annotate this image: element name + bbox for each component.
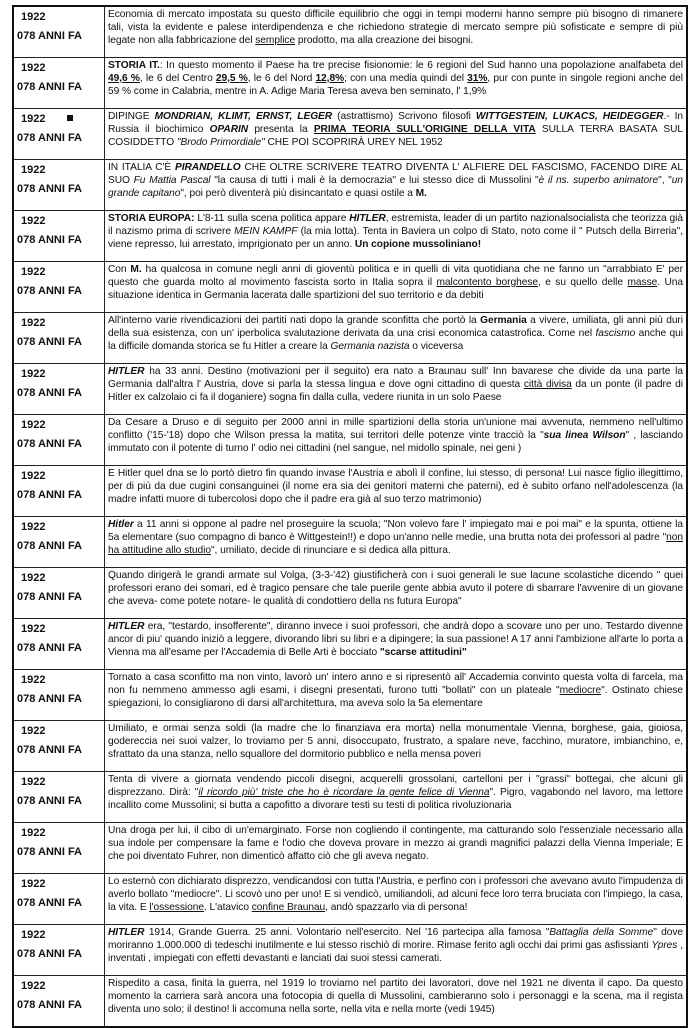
year-label (17, 671, 101, 690)
year-label (17, 773, 101, 792)
chronology-row (13, 822, 687, 873)
years-ago-label: 078 ANNI FA (17, 998, 83, 1011)
chronology-row (13, 312, 687, 363)
year-text: 1922 (21, 316, 46, 329)
year-text: 1922 (21, 61, 46, 74)
entry-text: IN ITALIA C'È PIRANDELLO CHE OLTRE SCRIVERE TEATRO DIVENTA L' ALFIERE DEL FASCISMO, FACENDO DIRE AL SUO Fu Mattia Pascal "la causa di tutti i mali è la democrazia" e lui stesso dice di Mussolini "è il ns. superbo animatore", "un grande capitano", poi però diventerà più disincantato e quasi ostile a M. (105, 159, 688, 210)
entry-text: Da Cesare a Druso e di seguito per 2000 anni in mille spartizioni della storia un'unione mai avvenuta, nemmeno nell'ultimo conflitto ('15-'18) dopo che Wilson pressa la matita, sui territori delle potenze vinte tracciò la "sua linea Wilson" , lasciando immutato con il potente di turno l' odio nei cittadini (nel sangue, nel midollo spinale, nei geni ) (105, 414, 688, 465)
date-cell (13, 720, 105, 771)
date-cell (13, 771, 105, 822)
chronology-row (13, 159, 687, 210)
entry-text: Quando dirigerà le grandi armate sul Volga, (3-3-'42) giustificherà con i suoi generali le sue lacune scolastiche dicendo " quei professori erano dei somari, ed è tragico pensare che tale puerile gente abbia avuto il potere di sbarrare l'avvenire di un giovane che aveva- come potete notare- le qualità di condottiero della ns futura Europa" (105, 567, 688, 618)
year-text: 1922 (21, 469, 46, 482)
entry-text: Tornato a casa sconfitto ma non vinto, lavorò un' intero anno e si ripresentò all' Accademia convinto questa volta di farcela, ma non fu nemmeno ammesso agli esami, i disegni presentati, furono tutti "bollati" con un plateale "mediocre". Ostinato chiese spiegazioni, lo consigliarono di darsi all'architettura, ma aveva solo la 5a elementare (105, 669, 688, 720)
chronology-row (13, 720, 687, 771)
years-ago-label: 078 ANNI FA (17, 743, 83, 756)
year-text: 1922 (21, 928, 46, 941)
entry-text: Umiliato, e ormai senza soldi (la madre che lo finanziava era morta) nella monumentale Vienna, borghese, gaia, gioiosa, godereccia nei suoi valzer, lo troviamo per 5 anni, disoccupato, frustrato, a spalare neve, facchino, muratore, imbianchino, e, sfrattato da una stanza, nello squallore del dormitorio pubblico e nella mensa poveri (105, 720, 688, 771)
date-cell (13, 261, 105, 312)
years-ago-label: 078 ANNI FA (17, 794, 83, 807)
years-ago-label: 078 ANNI FA (17, 131, 83, 144)
years-ago-label: 078 ANNI FA (17, 692, 83, 705)
year-text: 1922 (21, 571, 46, 584)
entry-text: Tenta di vivere a giornata vendendo piccoli disegni, acquerelli grossolani, cartelloni per i "grassi" bottegai, che alcuni gli disprezzano. Dirà: "il ricordo più' triste che ho è ricordare la gente felice di Vienna". Pigro, vagabondo nel lavoro, ma lettore incallito come Mussolini; si butta a capofitto a divorare testi su testi di politica rivoluzionaria (105, 771, 688, 822)
year-text: 1922 (21, 163, 46, 176)
date-cell (13, 363, 105, 414)
years-ago-label: 078 ANNI FA (17, 284, 83, 297)
year-label (17, 365, 101, 384)
chronology-row (13, 771, 687, 822)
year-text: 1922 (21, 214, 46, 227)
date-cell (13, 465, 105, 516)
date-cell (13, 6, 105, 57)
year-label (17, 59, 101, 78)
entry-text: DIPINGE MONDRIAN, KLIMT, ERNST, LEGER (astrattismo) Scrivono filosofi WITTGESTEIN, LUKACS, HEIDEGGER.- In Russia il biochimico OPARIN presenta la PRIMA TEORIA SULL'ORIGINE DELLA VITA SULLA TERRA BASATA SUL COSIDDETTO "Brodo Primordiale" CHE POI SCOPRIRÀ UREY NEL 1952 (105, 108, 688, 159)
chronology-row (13, 873, 687, 924)
date-cell (13, 873, 105, 924)
document-page (12, 5, 688, 1015)
years-ago-label: 078 ANNI FA (17, 641, 83, 654)
entry-text: Una droga per lui, il cibo di un'emarginato. Forse non cogliendo il contingente, ma catturando solo l'essenziale necessario alla sua indole per compensare la fame e l'odio che doveva provare in mezzo ai grandi magnifici palazzi della Vienna Imperiale; E che poi diventato Fuhrer, non dimenticò affatto ciò che gli aveva negato. (105, 822, 688, 873)
years-ago-label: 078 ANNI FA (17, 182, 83, 195)
year-text: 1922 (21, 775, 46, 788)
year-text: 1922 (21, 520, 46, 533)
entry-text: HITLER ha 33 anni. Destino (motivazioni per il seguito) era nato a Braunau sull' Inn bavarese che divide da una parte la Germania dall'altra l' Austria, dove si parla la stessa lingua e dove ogni cittadino di questa città divisa da un ponte (il padre di Hitler ex calzolaio ci fa il doganiere) sogna fin dalla culla, vedere riunita in un solo Paese (105, 363, 688, 414)
year-label (17, 212, 101, 231)
date-cell (13, 159, 105, 210)
date-cell (13, 312, 105, 363)
years-ago-label: 078 ANNI FA (17, 80, 83, 93)
year-text: 1922 (21, 673, 46, 686)
year-text: 1922 (21, 826, 46, 839)
entry-text: Lo esternò con dichiarato disprezzo, vendicandosi con tutta l'Austria, e perfino con i professori che avevano avuto l'impudenza di averlo bollato "mediocre". Li scovò uno per uno! E si vendicò, umiliandoli, ad alcuni fece loro terra bruciata con l'impiego, la casa, la vita. E l'ossessione. L'atavico confine Braunau, andò spazzarlo via di persona! (105, 873, 688, 924)
year-text: 1922 (21, 622, 46, 635)
year-label (17, 416, 101, 435)
year-label (17, 875, 101, 894)
chronology-row (13, 6, 687, 57)
years-ago-label: 078 ANNI FA (17, 30, 83, 42)
entry-text: All'interno varie rivendicazioni dei partiti nati dopo la grande sconfitta che portò la Germania a vivere, umiliata, gli anni più duri della sua esistenza, con un' iperbolica svalutazione derivata da una crisi economica catastrofica. Come nel fascismo anche qui la difficile domanda storica se fu Hitler a creare la Germania nazista o viceversa (105, 312, 688, 363)
chronology-row (13, 210, 687, 261)
date-cell (13, 822, 105, 873)
square-bullet-icon (67, 115, 73, 121)
chronology-row (13, 363, 687, 414)
year-text: 1922 (21, 112, 46, 125)
date-cell (13, 516, 105, 567)
year-label (17, 620, 101, 639)
date-cell (13, 618, 105, 669)
chronology-row (13, 567, 687, 618)
year-label (17, 263, 101, 282)
year-label (17, 977, 101, 996)
entry-text: STORIA IT.: In questo momento il Paese ha tre precise fisionomie: le 6 regioni del Sud hanno una popolazione analfabeta del 49,6 %, le 6 del Centro 29,5 %, le 6 del Nord 12,8%; con una media quindi del 31%, pur con punte in singole regioni anche del 59 % come in Calabria, mentre in A. Adige Maria Teresa aveva ben seminato, l' 1,9% (105, 57, 688, 108)
entry-text: Hitler a 11 anni si oppone al padre nel proseguire la scuola; "Non volevo fare l' impiegato mai e poi mai" e la spunta, ottiene la 5a elementare (suo compagno di banco è Wittgestein!!) e dopo un'anno nelle medie, una brutta nota dei professori al padre "non ha attitudine allo studio", umiliato, decide di rinunciare e si dedica alla pittura. (105, 516, 688, 567)
chronology-table (12, 5, 688, 1028)
year-label (17, 467, 101, 486)
years-ago-label: 078 ANNI FA (17, 488, 83, 501)
year-label (17, 518, 101, 537)
chronology-row (13, 108, 687, 159)
years-ago-label: 078 ANNI FA (17, 233, 83, 246)
year-label (17, 824, 101, 843)
chronology-row (13, 465, 687, 516)
years-ago-label: 078 ANNI FA (17, 896, 83, 909)
years-ago-label: 078 ANNI FA (17, 539, 83, 552)
year-text: 1922 (21, 979, 46, 992)
chronology-row (13, 261, 687, 312)
years-ago-label: 078 ANNI FA (17, 947, 83, 960)
year-text: 1922 (21, 11, 46, 23)
year-text: 1922 (21, 265, 46, 278)
date-cell (13, 210, 105, 261)
year-label (17, 926, 101, 945)
years-ago-label: 078 ANNI FA (17, 590, 83, 603)
entry-text: HITLER era, "testardo, insofferente", diranno invece i suoi professori, che andrà dopo a scovare uno per uno. Testardo divenne ancor di piu' quando iniziò a leggere, divorando libri su libri e a dipingere; la sua passione! A 17 anni l'ambizione all'arte lo porta a Vienna ma all'esame per l'Accademia di Belle Arti è bocciato "scarse attitudini" (105, 618, 688, 669)
year-label (17, 110, 101, 129)
date-cell (13, 669, 105, 720)
year-text: 1922 (21, 418, 46, 431)
chronology-row (13, 414, 687, 465)
date-cell (13, 975, 105, 1027)
chronology-row (13, 618, 687, 669)
year-text: 1922 (21, 367, 46, 380)
entry-text: Con M. ha qualcosa in comune negli anni di gioventù politica e in quelli di vita quotidiana che ne fanno un "arrabbiato E' per questo che guarda molto al movimento fascista sorto in Italia sopra il malcontento borghese, e su quello delle masse. Una situazione identica in Germania lacerata dalle spartizioni del suo territorio e da debiti (105, 261, 688, 312)
entry-text: E Hitler quel dna se lo portò dietro fin quando invase l'Austria e abolì il confine, lui stesso, di persona! Lui nasce figlio illegittimo, per di più da due cugini consanguinei (il nome era sia dei genitori materni che paterni), ed è subito orfano nell'adolescenza (la madre infatti muore di tubercolosi dopo che il padre era già al suo terzo matrimonio) (105, 465, 688, 516)
chronology-row (13, 924, 687, 975)
year-label (17, 161, 101, 180)
year-label (17, 722, 101, 741)
years-ago-label: 078 ANNI FA (17, 437, 83, 450)
years-ago-label: 078 ANNI FA (17, 845, 83, 858)
year-text: 1922 (21, 724, 46, 737)
year-text: 1922 (21, 877, 46, 890)
date-cell (13, 57, 105, 108)
date-cell (13, 924, 105, 975)
entry-text: HITLER 1914, Grande Guerra. 25 anni. Volontario nell'esercito. Nel '16 partecipa alla famosa "Battaglia della Somme" dove moriranno 1.000.000 di tedeschi inutilmente e lui stesso rischiò di morire. Rimase ferito agli occhi dai primi gas asfissianti Ypres , inventati , impiegati con effetti devastanti e lanciati dai suoi stessi camerati. (105, 924, 688, 975)
year-label (17, 569, 101, 588)
chronology-body (13, 6, 687, 1027)
years-ago-label: 078 ANNI FA (17, 335, 83, 348)
chronology-row (13, 57, 687, 108)
chronology-row (13, 669, 687, 720)
chronology-row (13, 975, 687, 1027)
years-ago-label: 078 ANNI FA (17, 386, 83, 399)
date-cell (13, 414, 105, 465)
year-label (17, 8, 101, 27)
year-label (17, 314, 101, 333)
chronology-row (13, 516, 687, 567)
entry-text: Rispedito a casa, finita la guerra, nel 1919 lo troviamo nel partito dei lavoratori, dove nel 1921 ne diventa il capo. Da questo momento la carriera sarà ancora una fotocopia di quella di Mussolini, cambieranno solo i personaggi e la scena, ma il regista diventa uno solo; il destino! li accomuna nella sorte, nella vita e nella morte (vedi 1945) (105, 975, 688, 1027)
date-cell (13, 567, 105, 618)
date-cell (13, 108, 105, 159)
entry-text: Economia di mercato impostata su questo difficile equilibrio che oggi in tempi moderni hanno sempre più bisogno di rimanere tali, vista la evidente e palese interdipendenza e che richiedono strategie di mercato sempre più sofisticate e sempre di più legate non alla fabbricazione del semplice prodotto, ma alla creazione dei bisogni. (105, 6, 688, 57)
entry-text: STORIA EUROPA: L'8-11 sulla scena politica appare HITLER, estremista, leader di un partito nazionalsocialista che teorizza già il nazismo prima di scrivere MEIN KAMPF (la mia lotta). Tenta in Baviera un colpo di Stato, noto come il " Putsch della Birreria", viene represso, lui arrestato, imprigionato per un anno. Un copione mussoliniano! (105, 210, 688, 261)
